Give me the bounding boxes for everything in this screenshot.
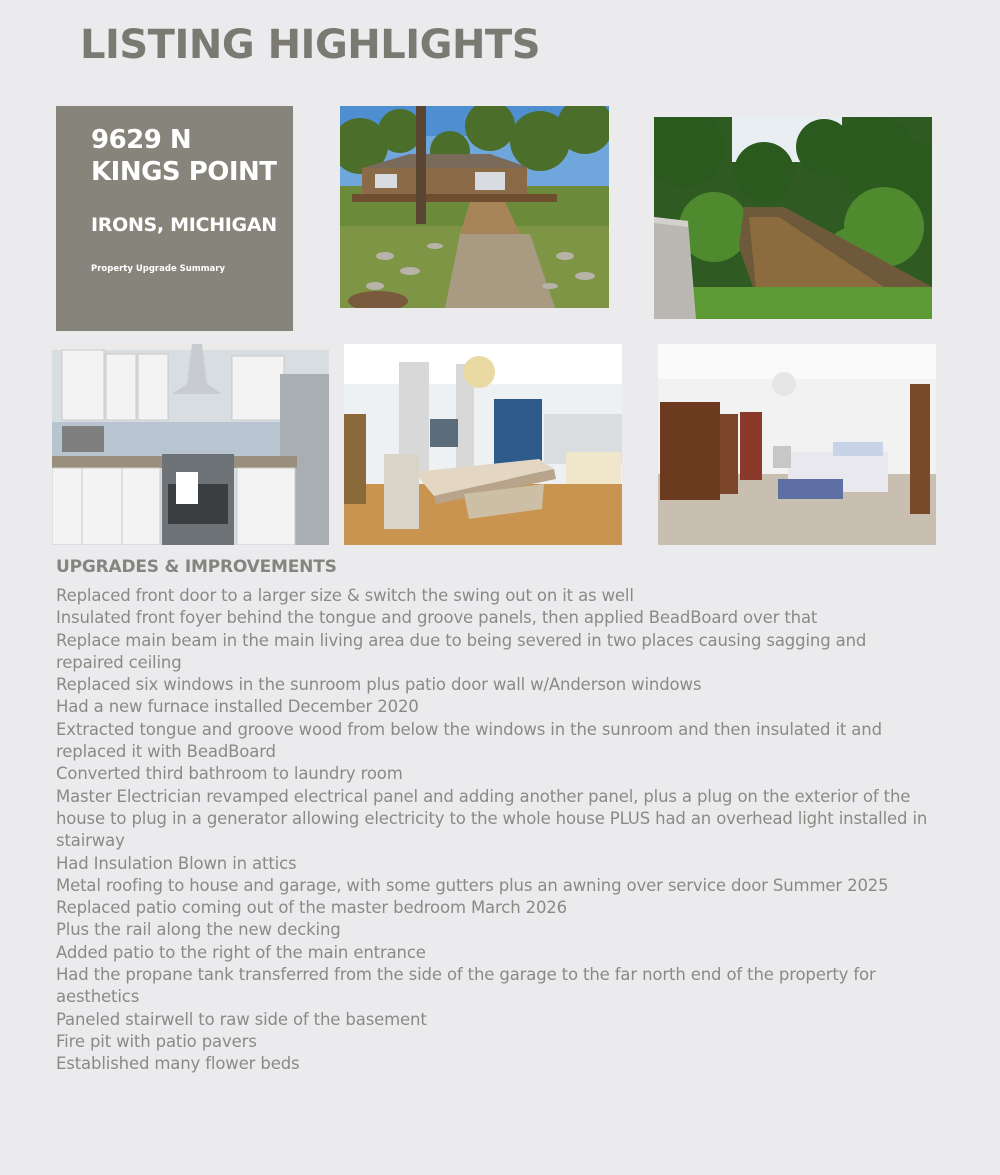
list-item: Plus the rail along the new decking (56, 920, 341, 940)
list-item: Replaced six windows in the sunroom plus patio door wall w/Anderson windows (56, 675, 702, 695)
address-line-2: KINGS POINT (91, 157, 277, 187)
address-line-1: 9629 N (91, 125, 192, 155)
dining-photo (344, 344, 622, 545)
list-item: Extracted tongue and groove wood from below the windows in the sunroom and then insulated it and replaced it with BeadBoard (56, 719, 882, 762)
list-item: Had a new furnace installed December 2020 (56, 697, 419, 717)
address-card (56, 106, 293, 331)
list-item: Paneled stairwell to raw side of the basement (56, 1009, 427, 1029)
list-item: Metal roofing to house and garage, with some gutters plus an awning over service door Summer 2025 (56, 875, 889, 895)
upgrades-list (56, 585, 936, 1076)
list-item: Master Electrician revamped electrical panel and adding another panel, plus a plug on the exterior of the house to plug in a generator allowing electricity to the whole house PLUS had an overhead light installed in stairway (56, 786, 928, 851)
list-item: Had the propane tank transferred from the side of the garage to the far north end of the property for aesthetics (56, 965, 876, 1007)
list-item: Fire pit with patio pavers (56, 1031, 257, 1051)
list-item: Insulated front foyer behind the tongue and groove panels, then applied BeadBoard over that (56, 608, 818, 628)
kitchen-photo (52, 344, 329, 545)
list-item: Replaced front door to a larger size & switch the swing out on it as well (56, 586, 634, 605)
page-title: LISTING HIGHLIGHTS (80, 22, 541, 68)
list-item: Established many flower beds (56, 1054, 300, 1074)
list-item: Had Insulation Blown in attics (56, 853, 297, 873)
list-item: Replaced patio coming out of the master bedroom March 2026 (56, 898, 567, 918)
list-item: Replace main beam in the main living area due to being severed in two places causing sagging and repaired ceiling (56, 630, 867, 672)
upgrades-heading: UPGRADES & IMPROVEMENTS (56, 557, 337, 577)
summary-label: Property Upgrade Summary (91, 264, 226, 274)
river-photo (654, 117, 932, 319)
list-item: Converted third bathroom to laundry room (56, 764, 403, 784)
city-state: IRONS, MICHIGAN (91, 214, 277, 236)
exterior-photo (340, 106, 609, 308)
bedroom-photo (658, 344, 936, 545)
list-item: Added patio to the right of the main entrance (56, 942, 426, 962)
